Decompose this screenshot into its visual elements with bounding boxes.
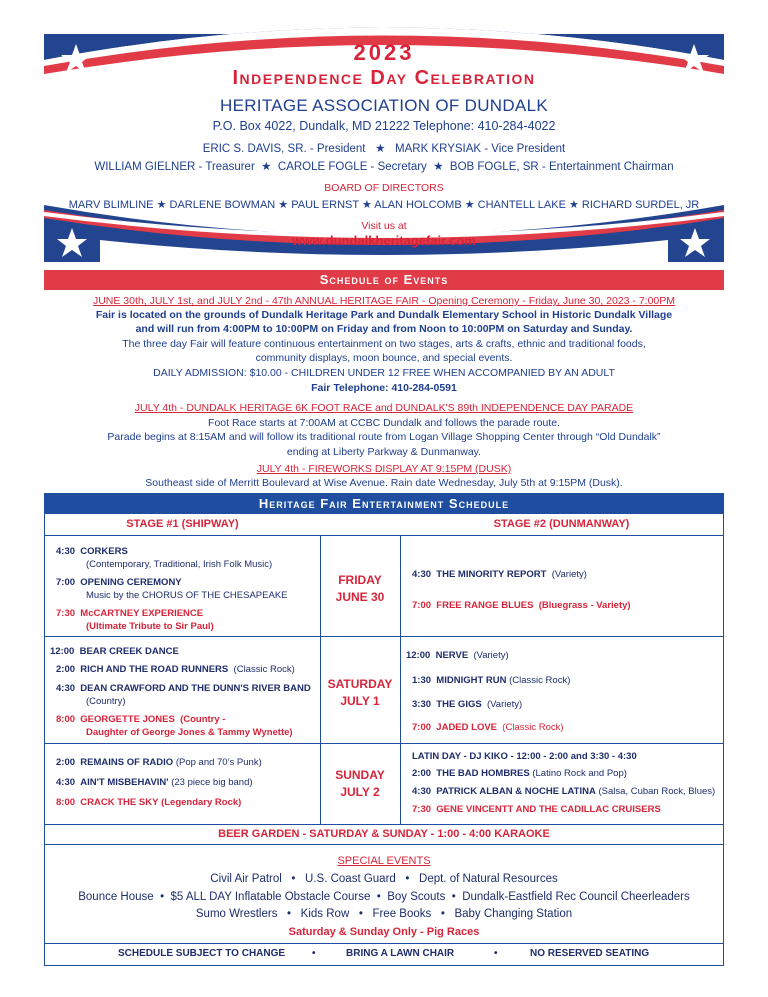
star-icon: ★ [257,161,275,173]
list-item-detail: Daughter of George Jones & Tammy Wynette) [86,727,293,738]
day-date: JULY 2 [340,785,380,799]
entertainment-heading: Heritage Fair Entertainment Schedule [45,494,723,514]
address: P.O. Box 4022, Dundalk, MD 21222 Telephone: 410-284-4022 [212,119,556,133]
board-member: ALAN HOLCOMB [374,199,462,211]
page-title: Independence Day Celebration [232,67,536,89]
bullet: • [494,948,498,959]
list-item: 4:30 THE MINORITY REPORT (Variety) [412,569,587,580]
list-item: 1:30 MIDNIGHT RUN (Classic Rock) [412,675,571,686]
parade-line-1: Foot Race starts at 7:00AM at CCBC Dundalk and follows the parade route. [208,417,560,429]
day-date: JUNE 30 [335,590,385,604]
list-item: 12:00 NERVE (Variety) [406,650,509,661]
list-item: 2:00 RICH AND THE ROAD RUNNERS (Classic Rock) [56,664,295,675]
list-item: 7:00 JADED LOVE (Classic Rock) [412,722,564,733]
list-item: 4:30 AIN'T MISBEHAVIN' (23 piece big band) [56,777,253,788]
day-label: SATURDAY [327,677,393,691]
board-member: PAUL ERNST [291,199,359,211]
list-item: 2:00 THE BAD HOMBRES (Latino Rock and Pop) [412,768,627,779]
list-item-detail: (Country) [86,696,126,707]
list-item: 7:00 OPENING CEREMONY [56,577,182,588]
special-events-row-1: Civil Air Patrol • U.S. Coast Guard • Dept. of Natural Resources [210,873,558,885]
visit-label: Visit us at [361,220,407,232]
day-label: SUNDAY [335,768,385,782]
day-label: FRIDAY [338,573,382,587]
website-link[interactable]: www.dundalkheritagefair.com [292,233,476,248]
list-item-detail: (Contemporary, Traditional, Irish Folk Music) [86,559,273,570]
parade-line-3: ending at Liberty Parkway & Dunmanway. [286,446,482,458]
fair-line-5: DAILY ADMISSION: $10.00 - CHILDREN UNDER 12 FREE WHEN ACCOMPANIED BY AN ADULT [153,367,615,379]
parade-headline: JULY 4th - DUNDALK HERITAGE 6K FOOT RACE and DUNDALK'S 89th INDEPENDENCE DAY PARADE [134,402,634,414]
list-item: 12:00 BEAR CREEK DANCE [50,646,179,657]
list-item: 7:30 GENE VINCENTT AND THE CADILLAC CRUISERS [412,804,661,815]
day-saturday [320,676,400,710]
fair-line-2: and will run from 4:00PM to 10:00PM on Friday and from Noon to 10:00PM on Saturday and Sunday. [135,323,633,335]
special-events-heading: SPECIAL EVENTS [337,855,431,867]
special-events-row-2: Bounce House • $5 ALL DAY Inflatable Obstacle Course • Boy Scouts • Dundalk-Eastfield Rec Council Cheerleaders [78,891,690,903]
list-item: LATIN DAY - DJ KIKO - 12:00 - 2:00 and 3:30 - 4:30 [412,751,637,762]
list-item: 7:30 McCARTNEY EXPERIENCE [56,608,204,619]
list-item: 7:00 FREE RANGE BLUES (Bluegrass - Variety) [412,600,631,611]
fair-line-6: Fair Telephone: 410-284-0591 [311,382,457,394]
fireworks-headline: JULY 4th - FIREWORKS DISPLAY AT 9:15PM (DUSK) [256,463,512,475]
fair-line-3: The three day Fair will feature continuous entertainment on two stages, arts & crafts, ethnic and traditional foods, [122,338,646,350]
list-item-detail: (Ultimate Tribute to Sir Paul) [86,621,214,632]
title-year: 2023 [353,40,415,65]
day-date: JULY 1 [340,694,380,708]
organization-name: HERITAGE ASSOCIATION OF DUNDALK [220,96,548,115]
day-sunday [320,767,400,801]
list-item: 8:00 GEORGETTE JONES (Country - [56,714,226,725]
list-item-detail: Music by the CHORUS OF THE CHESAPEAKE [86,590,288,601]
list-item: 8:00 CRACK THE SKY (Legendary Rock) [56,797,242,808]
fair-line-1: Fair is located on the grounds of Dundalk Heritage Park and Dundalk Elementary School in Historic Dundalk Village [95,309,673,321]
footer-note: NO RESERVED SEATING [530,948,650,959]
officer-treasurer: WILLIAM GIELNER - Treasurer [94,161,255,173]
stage-1-heading: STAGE #1 (SHIPWAY) [126,518,239,530]
board-member: CHANTELL LAKE [477,199,566,211]
board-member: MARV BLIMLINE [68,199,154,211]
officer-entertainment: BOB FOGLE, SR - Entertainment Chairman [449,161,674,173]
parade-line-2: Parade begins at 8:15AM and will follow its traditional route from Logan Village Shopping Center through “Old Dundalk” [107,431,661,443]
officers-row-1 [0,141,768,155]
beer-garden: BEER GARDEN - SATURDAY & SUNDAY - 1:00 - 4:00 KARAOKE [218,828,550,840]
special-events-row-3: Sumo Wrestlers • Kids Row • Free Books • Baby Changing Station [195,908,573,920]
footer-note: SCHEDULE SUBJECT TO CHANGE [118,948,286,959]
list-item: 4:30 PATRICK ALBAN & NOCHE LATINA (Salsa, Cuban Rock, Blues) [412,786,716,797]
board-member: RICHARD SURDEL, JR [581,199,700,211]
list-item: 2:00 REMAINS OF RADIO (Pop and 70’s Punk) [56,757,262,768]
schedule-heading: Schedule of Events [44,270,724,290]
pig-races: Saturday & Sunday Only - Pig Races [288,926,480,938]
officer-secretary: CAROLE FOGLE - Secretary [277,161,427,173]
list-item: 4:30 DEAN CRAWFORD AND THE DUNN'S RIVER BAND [56,683,311,694]
fireworks-line: Southeast side of Merritt Boulevard at Wise Avenue. Rain date Wednesday, July 5th at 9:15PM (Dusk). [145,477,623,489]
list-item: 3:30 THE GIGS (Variety) [412,699,523,710]
fair-line-4: community displays, moon bounce, and special events. [255,352,513,364]
day-friday [320,572,400,606]
footer-note: BRING A LAWN CHAIR [346,948,455,959]
board-heading: BOARD OF DIRECTORS [324,182,444,194]
board-members: MARV BLIMLINE ★ DARLENE BOWMAN ★ PAUL ERNST ★ ALAN HOLCOMB ★ CHANTELL LAKE ★ RICHARD SURDEL, JR [68,199,700,211]
officers-row-2 [0,159,768,173]
officer-president: ERIC S. DAVIS, SR. - President [202,143,366,155]
fair-headline: JUNE 30th, JULY 1st, and JULY 2nd - 47th ANNUAL HERITAGE FAIR - Opening Ceremony - Friday, June 30, 2023 - 7:00PM [92,295,676,307]
star-icon: ★ [368,143,392,155]
bullet: • [312,948,316,959]
stage-2-heading: STAGE #2 (DUNMANWAY) [493,518,630,530]
officer-vice-president: MARK KRYSIAK - Vice President [395,143,566,155]
board-member: DARLENE BOWMAN [169,199,276,211]
list-item: 4:30 CORKERS [56,546,128,557]
star-icon: ★ [430,161,447,173]
